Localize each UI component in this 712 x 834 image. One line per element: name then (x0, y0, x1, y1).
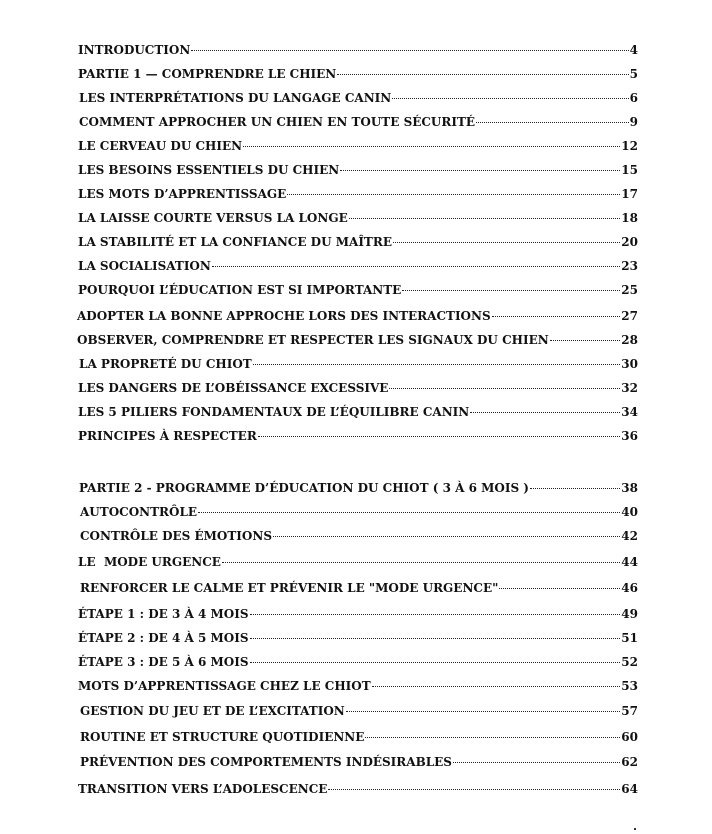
dot-leader (337, 74, 628, 75)
toc-entry-page: 32 (621, 381, 638, 395)
toc-entry-page: 12 (621, 139, 638, 153)
toc-entry-page: 25 (621, 283, 638, 297)
toc-entry (78, 258, 638, 274)
toc-entry (78, 210, 638, 226)
toc-entry-title: LES INTERPRÉTATIONS DU LANGAGE CANIN (79, 91, 392, 105)
dot-leader (365, 737, 620, 738)
toc-entry-page: 38 (621, 481, 638, 495)
dot-leader (372, 686, 621, 687)
toc-entry-title: PARTIE 1 — COMPRENDRE LE CHIEN (78, 67, 337, 81)
dot-leader (250, 662, 621, 663)
toc-entry-page: 51 (621, 631, 638, 645)
toc-entry (79, 90, 638, 106)
dot-leader (250, 638, 621, 639)
dot-leader (243, 146, 620, 147)
toc-entry-title: PRINCIPES À RESPECTER (78, 429, 257, 443)
toc-entry-page: 57 (621, 704, 638, 718)
toc-entry (78, 554, 638, 570)
toc-entry (78, 630, 638, 646)
toc-entry (77, 332, 638, 348)
toc-entry-title: GESTION DU JEU ET DE L’EXCITATION (80, 704, 345, 718)
toc-entry-title: AUTOCONTRÔLE (80, 505, 198, 519)
toc-entry (79, 480, 638, 496)
toc-entry-page: 6 (629, 91, 638, 105)
dot-leader (340, 170, 620, 171)
toc-entry (80, 528, 638, 544)
dot-leader (346, 711, 621, 712)
toc-entry-page: 18 (621, 211, 638, 225)
toc-entry-title: CONTRÔLE DES ÉMOTIONS (80, 529, 272, 543)
toc-entry (80, 754, 638, 770)
dot-leader (198, 512, 620, 513)
toc-entry-title: LES 5 PILIERS FONDAMENTAUX DE L’ÉQUILIBRE CANIN (78, 405, 470, 419)
dot-leader (499, 588, 620, 589)
toc-entry (77, 308, 638, 324)
toc-entry-page: 46 (621, 581, 638, 595)
toc-entry-title: ÉTAPE 3 : DE 5 À 6 MOIS (78, 655, 249, 669)
toc-entry-page: 15 (621, 163, 638, 177)
toc-entry-page: 44 (621, 555, 638, 569)
toc-entry (78, 138, 638, 154)
toc-entry-title: LA LAISSE COURTE VERSUS LA LONGE (78, 211, 348, 225)
toc-entry-title: OBSERVER, COMPRENDRE ET RESPECTER LES SIGNAUX DU CHIEN (77, 333, 549, 347)
toc-entry-title: ÉTAPE 2 : DE 4 À 5 MOIS (78, 631, 249, 645)
toc-entry-title: COMMENT APPROCHER UN CHIEN EN TOUTE SÉCURITÉ (79, 115, 476, 129)
toc-entry-page: 49 (621, 607, 638, 621)
toc-entry-page: 62 (621, 755, 638, 769)
dot-leader (492, 316, 621, 317)
toc-entry-title: LES DANGERS DE L’OBÉISSANCE EXCESSIVE (78, 381, 389, 395)
toc-entry-title: TRANSITION VERS L’ADOLESCENCE (78, 782, 328, 796)
toc-entry (78, 781, 638, 797)
toc-entry (78, 678, 638, 694)
toc-entry-title: PRÉVENTION DES COMPORTEMENTS INDÉSIRABLES (80, 755, 452, 769)
toc-entry (80, 504, 638, 520)
toc-entry-title: ÉTAPE 1 : DE 3 À 4 MOIS (78, 607, 249, 621)
toc-entry (78, 162, 638, 178)
dot-leader (393, 242, 620, 243)
toc-entry-page: 64 (621, 782, 638, 796)
page-mark (634, 828, 636, 830)
dot-leader (392, 98, 628, 99)
dot-leader (530, 488, 620, 489)
toc-entry (78, 654, 638, 670)
toc-entry-page: 4 (629, 43, 638, 57)
toc-entry-page: 53 (621, 679, 638, 693)
toc-entry-page: 9 (629, 115, 638, 129)
toc-entry-page: 60 (621, 730, 638, 744)
toc-entry (79, 356, 638, 372)
toc-entry-title: LE MODE URGENCE (78, 555, 221, 569)
toc-entry-title: LA SOCIALISATION (78, 259, 211, 273)
dot-leader (222, 562, 620, 563)
dot-leader (550, 340, 621, 341)
toc-entry-title: POURQUOI L’ÉDUCATION EST SI IMPORTANTE (78, 283, 402, 297)
dot-leader (258, 436, 620, 437)
toc-entry (78, 66, 638, 82)
toc-entry (78, 42, 638, 58)
toc-entry-title: LES MOTS D’APPRENTISSAGE (78, 187, 287, 201)
toc-entry (78, 186, 638, 202)
dot-leader (250, 614, 621, 615)
toc-entry-page: 34 (621, 405, 638, 419)
dot-leader (476, 122, 629, 123)
toc-entry-page: 23 (621, 259, 638, 273)
toc-entry-title: MOTS D’APPRENTISSAGE CHEZ LE CHIOT (78, 679, 371, 693)
dot-leader (453, 762, 620, 763)
toc-entry-title: INTRODUCTION (78, 43, 191, 57)
dot-leader (253, 364, 621, 365)
toc-entry-title: LE CERVEAU DU CHIEN (78, 139, 243, 153)
dot-leader (212, 266, 620, 267)
toc-entry-page: 52 (621, 655, 638, 669)
toc-entry (78, 404, 638, 420)
toc-entry-title: LES BESOINS ESSENTIELS DU CHIEN (78, 163, 340, 177)
dot-leader (287, 194, 620, 195)
toc-entry-page: 40 (621, 505, 638, 519)
dot-leader (389, 388, 620, 389)
toc-entry-title: PARTIE 2 - PROGRAMME D’ÉDUCATION DU CHIOT ( 3 À 6 MOIS ) (79, 481, 529, 495)
dot-leader (402, 290, 620, 291)
toc-entry-page: 5 (629, 67, 638, 81)
toc-entry-title: LA STABILITÉ ET LA CONFIANCE DU MAÎTRE (78, 235, 392, 249)
toc-entry (80, 580, 638, 596)
toc-entry (80, 703, 638, 719)
toc-entry-page: 30 (621, 357, 638, 371)
toc-entry-title: LA PROPRETÉ DU CHIOT (79, 357, 252, 371)
dot-leader (328, 789, 620, 790)
dot-leader (349, 218, 621, 219)
toc-entry (78, 282, 638, 298)
toc-entry-page: 17 (621, 187, 638, 201)
toc-entry-title: RENFORCER LE CALME ET PRÉVENIR LE "MODE URGENCE" (80, 581, 499, 595)
toc-entry-page: 36 (621, 429, 638, 443)
toc-entry (78, 606, 638, 622)
toc-entry (78, 428, 638, 444)
toc-entry-title: ROUTINE ET STRUCTURE QUOTIDIENNE (80, 730, 365, 744)
toc-entry (78, 380, 638, 396)
dot-leader (470, 412, 620, 413)
toc-entry-page: 20 (621, 235, 638, 249)
toc-entry (79, 114, 638, 130)
toc-entry-page: 42 (621, 529, 638, 543)
toc-entry-page: 28 (621, 333, 638, 347)
dot-leader (191, 50, 628, 51)
toc-entry (80, 729, 638, 745)
dot-leader (273, 536, 620, 537)
toc-entry-page: 27 (621, 309, 638, 323)
toc-entry (78, 234, 638, 250)
toc-entry-title: ADOPTER LA BONNE APPROCHE LORS DES INTERACTIONS (77, 309, 491, 323)
